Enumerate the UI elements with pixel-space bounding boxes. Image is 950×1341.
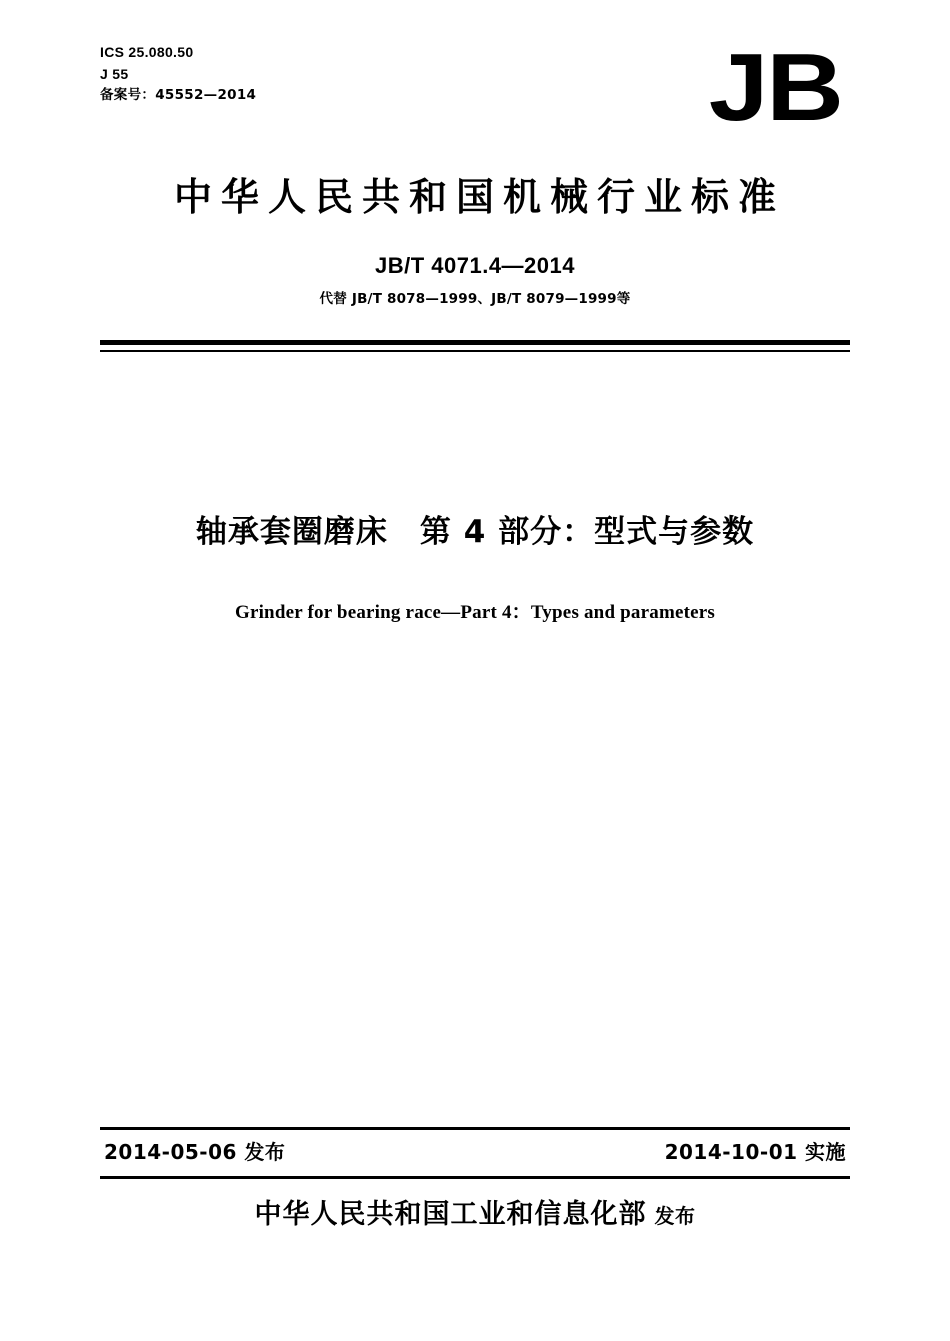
footer-divider-bottom [100,1176,850,1179]
header-divider-thin [100,350,850,352]
document-title-english: Grinder for bearing race—Part 4：Types and parameters [234,602,716,623]
footer-divider-top [100,1127,850,1130]
standard-number: JB/T 4071.4—2014 [374,253,576,278]
ics-code: ICS 25.080.50 [100,44,194,60]
issuing-authority-verb: 发布 [654,1204,696,1228]
issuing-authority-name: 中华人民共和国工业和信息化部 [254,1199,647,1230]
record-number: 备案号：45552—2014 [100,87,257,104]
classification-code: J 55 [100,65,129,82]
issuing-authority [0,1192,950,1231]
implementation-date: 2014-10-01 实施 [664,1140,846,1164]
document-title-chinese: 轴承套圈磨床 第 4 部分：型式与参数 [195,514,755,550]
authority-title: 中华人民共和国机械行业标准 [173,175,785,219]
jb-logo: JB [709,34,842,141]
standard-replaces: 代替 JB/T 8078—1999、JB/T 8079—1999等 [319,291,631,307]
header-divider-thick [100,340,850,345]
issue-date: 2014-05-06 发布 [104,1140,286,1164]
ics-header-block [100,42,256,106]
